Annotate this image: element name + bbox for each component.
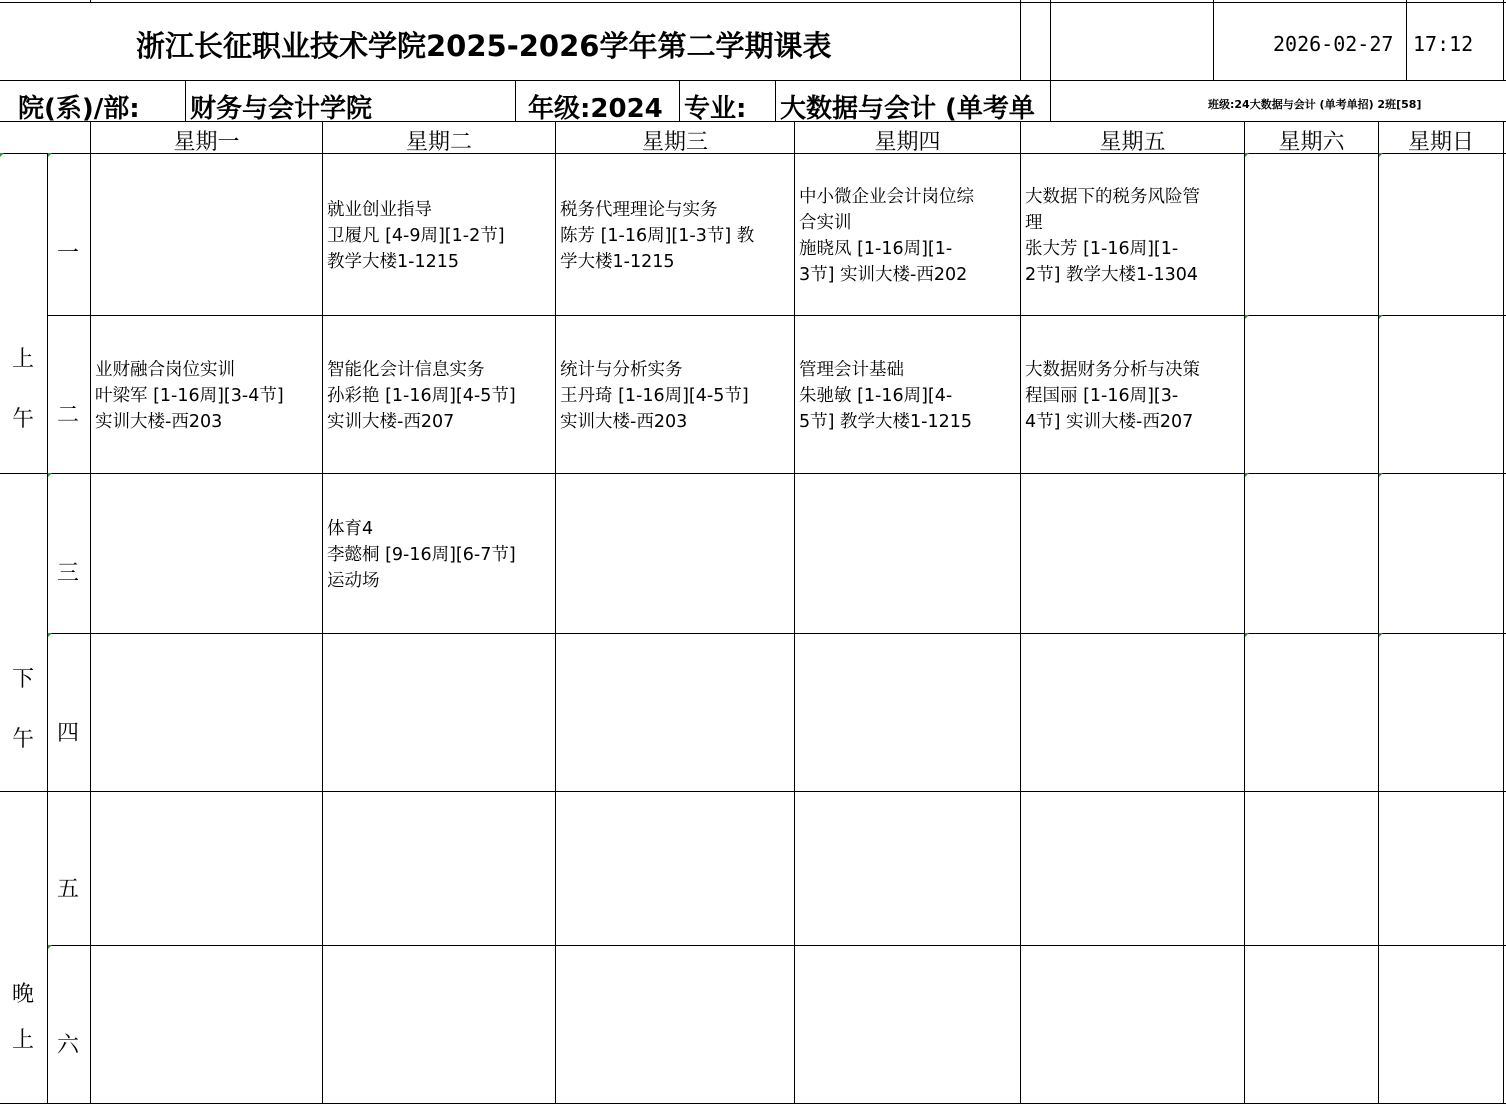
course-cell[interactable]	[95, 357, 322, 435]
print-time: 17:12	[1413, 32, 1474, 56]
course-room: 教学大楼1-1215	[327, 252, 459, 272]
day-header-sat: 星期六	[1278, 130, 1345, 155]
grid-line	[0, 473, 1506, 474]
grid-line	[47, 945, 1506, 946]
class-info: 班级:24大数据与会计 (单考单招) 2班[58]	[1208, 98, 1422, 111]
course-cell[interactable]	[560, 357, 794, 435]
grid-line	[0, 791, 1506, 792]
course-room: 2节] 教学大楼1-1304	[1025, 265, 1199, 285]
course-room: 实训大楼-西203	[560, 412, 688, 432]
major-label: 专业:	[684, 94, 747, 124]
grid-line	[0, 1103, 1506, 1104]
grid-line	[1020, 121, 1021, 1103]
course-teacher-schedule: 朱驰敏 [1-16周][4-	[799, 386, 953, 406]
cell-marker	[1379, 633, 1383, 637]
course-cell[interactable]	[1025, 184, 1244, 288]
course-teacher-schedule: 施晓凤 [1-16周][1-	[799, 239, 953, 259]
course-name: 智能化会计信息实务	[327, 360, 485, 380]
grid-line	[515, 80, 516, 121]
period-1: 一	[56, 241, 79, 266]
grid-line	[1406, 0, 1407, 80]
course-name: 税务代理理论与实务	[560, 200, 718, 220]
grid-line	[1020, 0, 1021, 80]
day-header-wed: 星期三	[641, 130, 708, 155]
course-teacher-schedule: 张大芳 [1-16周][1-	[1025, 239, 1179, 259]
course-room: 4节] 实训大楼-西207	[1025, 412, 1194, 432]
print-date: 2026-02-27	[1273, 32, 1394, 56]
session-morning-char1: 上	[11, 347, 34, 372]
grid-line	[794, 121, 795, 1103]
course-cell[interactable]	[327, 197, 555, 275]
grid-line	[90, 0, 91, 3]
course-cell[interactable]	[799, 184, 1020, 288]
cell-marker	[1379, 315, 1383, 319]
grid-line	[322, 121, 323, 1103]
course-cell[interactable]	[327, 516, 555, 594]
department-value: 财务与会计学院	[190, 94, 373, 124]
major-value: 大数据与会计 (单考单	[780, 94, 1035, 124]
cell-marker	[48, 633, 52, 637]
grid-line	[679, 80, 680, 121]
session-evening-char1: 晚	[11, 982, 34, 1007]
course-teacher-schedule: 陈芳 [1-16周][1-3节] 教	[560, 226, 755, 246]
period-6: 六	[56, 1033, 79, 1058]
grid-line	[47, 315, 1506, 316]
course-cell[interactable]	[1025, 357, 1244, 435]
cell-marker	[48, 945, 52, 949]
period-5: 五	[56, 877, 79, 902]
grid-line	[1213, 0, 1214, 80]
course-name-cont: 理	[1025, 213, 1043, 233]
cell-marker	[1245, 315, 1249, 319]
course-name: 大数据财务分析与决策	[1025, 360, 1200, 380]
grid-line	[555, 121, 556, 1103]
session-afternoon-char1: 下	[11, 667, 34, 692]
course-name: 中小微企业会计岗位综	[799, 187, 974, 207]
cell-marker	[1245, 633, 1249, 637]
course-cell[interactable]	[799, 357, 1020, 435]
course-teacher-schedule: 叶梁军 [1-16周][3-4节]	[95, 386, 284, 406]
grid-line	[1244, 121, 1245, 1103]
department-label: 院(系)/部:	[18, 94, 140, 124]
cell-marker	[0, 153, 4, 157]
course-name: 大数据下的税务风险管	[1025, 187, 1200, 207]
grid-line	[1050, 80, 1051, 121]
course-name-cont: 合实训	[799, 213, 852, 233]
session-afternoon-char2: 午	[11, 727, 34, 752]
page-title: 浙江长征职业技术学院2025-2026学年第二学期课表	[136, 29, 832, 63]
course-room: 实训大楼-西203	[95, 412, 223, 432]
course-teacher-schedule: 王丹琦 [1-16周][4-5节]	[560, 386, 749, 406]
course-name: 管理会计基础	[799, 360, 904, 380]
grid-line	[0, 80, 1506, 81]
cell-marker	[48, 153, 52, 157]
grid-line	[47, 633, 1506, 634]
grid-line	[47, 153, 48, 1103]
day-header-thu: 星期四	[874, 130, 941, 155]
day-header-fri: 星期五	[1099, 130, 1166, 155]
grid-line	[185, 80, 186, 121]
course-teacher-schedule: 程国丽 [1-16周][3-	[1025, 386, 1179, 406]
course-name: 业财融合岗位实训	[95, 360, 235, 380]
grid-line	[1050, 0, 1051, 80]
day-header-sun: 星期日	[1407, 130, 1474, 155]
course-teacher-schedule: 孙彩艳 [1-16周][4-5节]	[327, 386, 516, 406]
course-room: 运动场	[327, 571, 380, 591]
grid-line	[90, 121, 91, 1103]
grid-line	[0, 2, 1506, 3]
day-header-mon: 星期一	[173, 130, 240, 155]
session-morning-char2: 午	[11, 407, 34, 432]
cell-marker	[1245, 473, 1249, 477]
cell-marker	[48, 473, 52, 477]
grid-line	[775, 80, 776, 121]
course-cell[interactable]	[560, 197, 794, 275]
course-name: 体育4	[327, 519, 374, 539]
grid-line	[1503, 0, 1504, 80]
day-header-tue: 星期二	[405, 130, 472, 155]
grade-text: 年级:2024	[528, 94, 663, 124]
grid-line	[1503, 121, 1504, 1103]
course-teacher-schedule: 卫履凡 [4-9周][1-2节]	[327, 226, 505, 246]
course-room: 实训大楼-西207	[327, 412, 455, 432]
course-room: 学大楼1-1215	[560, 252, 675, 272]
grid-line	[1378, 121, 1379, 1103]
course-cell[interactable]	[327, 357, 555, 435]
period-4: 四	[56, 721, 79, 746]
course-name: 就业创业指导	[327, 200, 432, 220]
course-name: 统计与分析实务	[560, 360, 683, 380]
course-room: 3节] 实训大楼-西202	[799, 265, 968, 285]
period-3: 三	[56, 561, 79, 586]
course-room: 5节] 教学大楼1-1215	[799, 412, 973, 432]
session-evening-char2: 上	[11, 1028, 34, 1053]
period-2: 二	[56, 403, 79, 428]
course-teacher-schedule: 李懿桐 [9-16周][6-7节]	[327, 545, 516, 565]
cell-marker	[1379, 473, 1383, 477]
